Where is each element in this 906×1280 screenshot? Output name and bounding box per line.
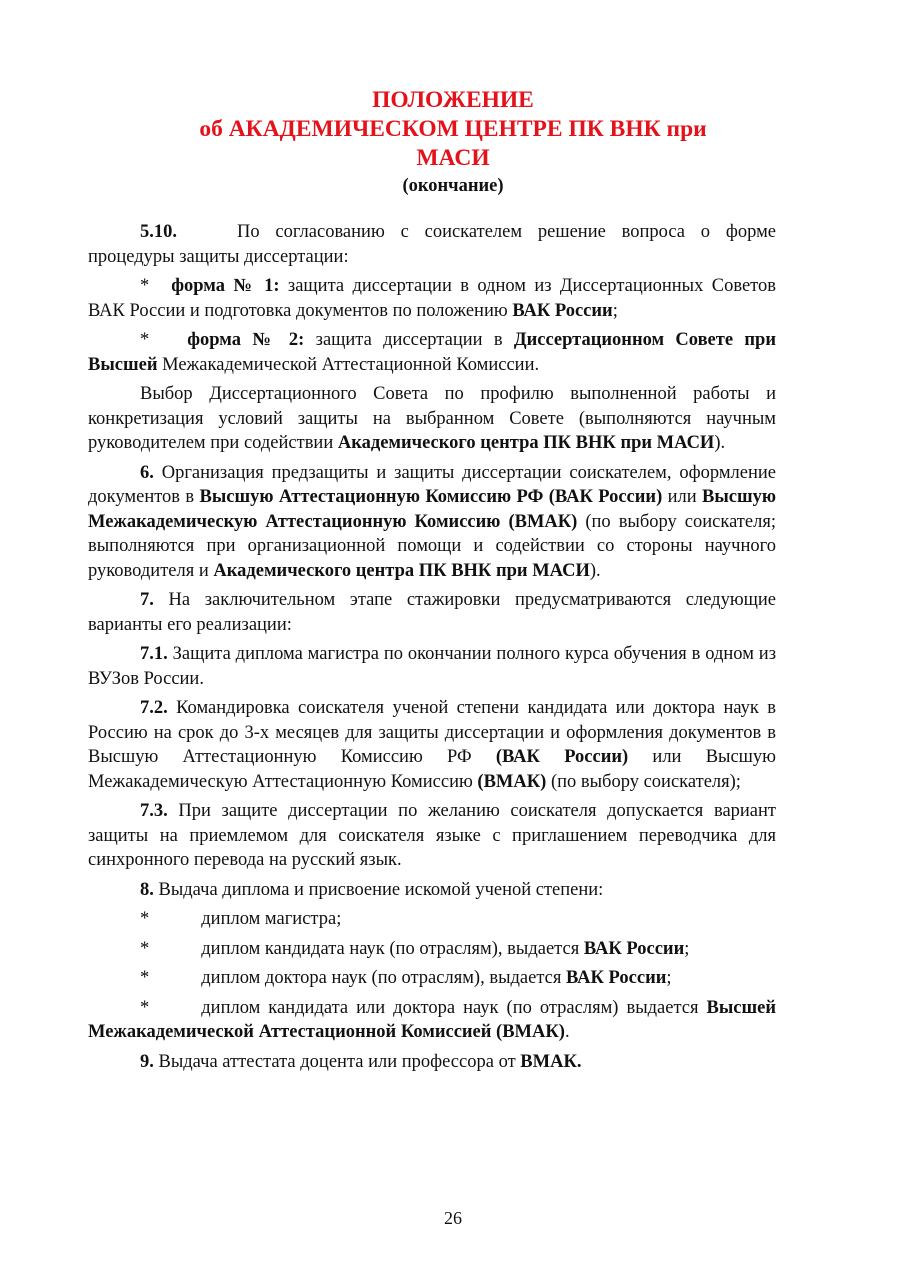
paragraph-7-3 — [88, 799, 776, 873]
bold-text: Высшую Межакадемическую Аттестационную Комиссию (ВМАК) — [88, 487, 776, 532]
section-number: 5.10. — [140, 222, 177, 242]
bold-text: Высшей Межакадемической Аттестационной Комиссией (ВМАК) — [88, 997, 776, 1042]
document-header — [0, 86, 906, 199]
paragraph-text: Организация предзащиты и защиты диссертации соискателем, оформление документов в — [88, 462, 776, 507]
paragraph-8 — [88, 878, 776, 903]
bold-text: Диссертационном Совете при Высшей — [88, 330, 776, 375]
form-2-item — [88, 328, 776, 377]
list-item — [88, 996, 776, 1045]
bold-text: Высшую Аттестационную Комиссию РФ (ВАК России) — [199, 487, 663, 507]
paragraph-text: Выдача диплома и присвоение искомой ученой степени: — [153, 879, 604, 900]
section-number: 8. — [140, 879, 154, 900]
punctuation: ). — [714, 433, 726, 453]
document-body — [88, 220, 776, 1079]
paragraph-text: Защита диплома магистра по окончании полного курса обучения в одном из ВУЗов России. — [88, 644, 776, 689]
punctuation: ; — [666, 968, 672, 988]
list-item-text: диплом кандидата или доктора наук (по отраслям) выдается — [201, 997, 707, 1018]
bullet-star: * — [140, 909, 150, 929]
bullet-star: * — [140, 276, 150, 296]
form-1-item — [88, 274, 776, 323]
bold-text: ВАК России — [565, 968, 667, 988]
paragraph-text: Межакадемической Аттестационной Комиссии. — [157, 354, 540, 375]
list-item — [88, 966, 776, 991]
bullet-star: * — [140, 997, 150, 1018]
bold-text: Академического центра ПК ВНК при МАСИ — [337, 433, 715, 453]
section-number: 7.3. — [140, 801, 168, 821]
list-item — [88, 907, 776, 932]
bold-text: (ВМАК) — [477, 771, 547, 792]
section-number: 7.1. — [140, 644, 168, 664]
subtitle: (окончание) — [402, 176, 504, 196]
section-number: 9. — [140, 1051, 154, 1072]
list-item-text: диплом кандидата наук (по отраслям), выдается — [201, 938, 584, 959]
paragraph-text: или — [662, 487, 702, 507]
form-label: форма № 2: — [187, 330, 305, 350]
page-number: 26 — [444, 1208, 462, 1228]
bold-text: ВМАК. — [520, 1051, 582, 1072]
form-label: форма № 1: — [171, 276, 280, 296]
paragraph-7 — [88, 588, 776, 637]
paragraph-text: или Высшую Межакадемическую Аттестационную Комиссию — [88, 747, 776, 792]
paragraph-text: На заключительном этапе стажировки предусматриваются следующие варианты его реализации: — [88, 590, 776, 635]
paragraph-text: Выбор Диссертационного Совета по профилю выполненной работы и конкретизация условий защиты на выбранном Совете (выполняются научным руководителем при содействии — [88, 384, 776, 453]
punctuation: ). — [589, 560, 601, 581]
paragraph-text: (по выбору соискателя); — [546, 771, 741, 792]
paragraph-6 — [88, 461, 776, 584]
paragraph-5-10 — [88, 220, 776, 269]
bullet-star: * — [140, 330, 150, 350]
paragraph-9 — [88, 1050, 776, 1075]
paragraph-text: По согласованию с соискателем решение вопроса о форме процедуры защиты диссертации: — [88, 222, 776, 267]
paragraph-text: защита диссертации в — [304, 330, 514, 350]
paragraph-text: Командировка соискателя ученой степени кандидата или доктора наук в Россию на срок до 3-х месяцев для защиты диссертации и оформления документов в Высшую Аттестационную Комиссию РФ — [88, 698, 776, 767]
bold-text: Академического центра ПК ВНК при МАСИ — [213, 560, 590, 581]
paragraph-text: (по выбору соискателя; выполняются при организационной помощи и содействии со стороны научного руководителя и — [88, 511, 776, 581]
section-number: 6. — [140, 462, 154, 483]
title-line-2: об АКАДЕМИЧЕСКОМ ЦЕНТРЕ ПК ВНК при — [199, 116, 707, 142]
paragraph-text: защита диссертации в одном из Диссертационных Советов ВАК России и подготовка документов по положению — [88, 276, 776, 321]
section-number: 7.2. — [140, 698, 168, 718]
list-item-text: диплом доктора наук (по отраслям), выдается — [201, 968, 566, 988]
list-item-text: диплом магистра; — [201, 909, 342, 929]
paragraph-text: При защите диссертации по желанию соискателя допускается вариант защиты на приемлемом для соискателя языке с приглашением переводчика для синхронного перевода на русский язык. — [88, 801, 776, 870]
council-choice-paragraph — [88, 382, 776, 456]
bold-text: (ВАК России) — [495, 747, 629, 767]
paragraph-7-2 — [88, 696, 776, 794]
title-line-3: МАСИ — [416, 145, 490, 171]
punctuation: ; — [684, 938, 690, 959]
paragraph-text: Выдача аттестата доцента или профессора от — [153, 1051, 521, 1072]
bold-text: ВАК России — [583, 938, 685, 959]
list-item — [88, 937, 776, 962]
bullet-star: * — [140, 968, 150, 988]
bold-text: ВАК России — [512, 300, 613, 321]
title-line-1: ПОЛОЖЕНИЕ — [372, 87, 534, 113]
punctuation: . — [564, 1022, 570, 1042]
section-number: 7. — [140, 590, 154, 610]
bullet-star: * — [140, 938, 150, 959]
punctuation: ; — [612, 300, 618, 321]
paragraph-7-1 — [88, 642, 776, 691]
